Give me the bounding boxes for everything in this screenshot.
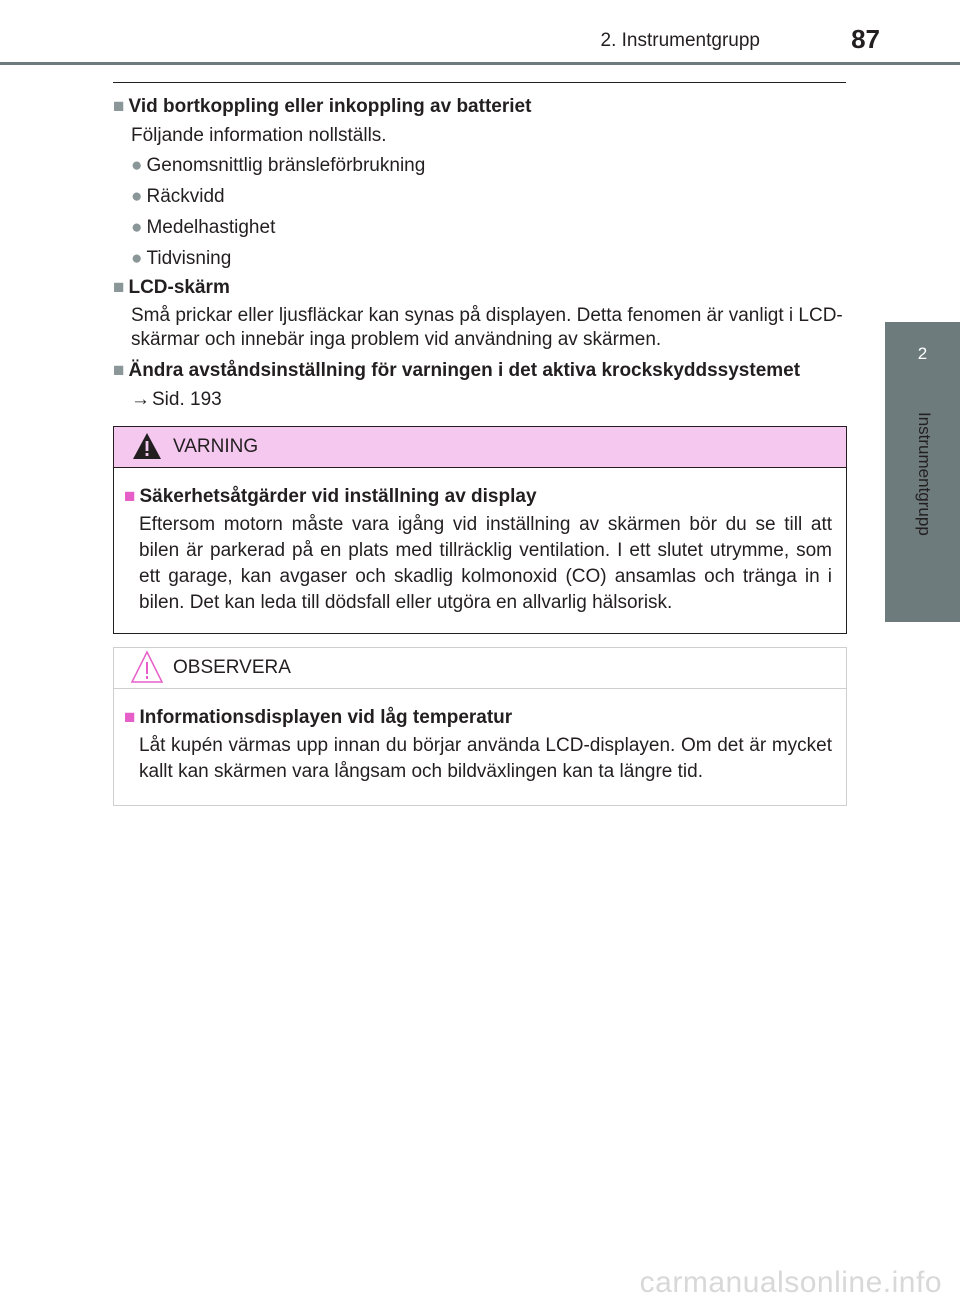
square-bullet-icon: ■ — [113, 277, 125, 298]
lcd-section — [113, 275, 846, 352]
note-box-heading — [124, 705, 832, 731]
list-item: ● Räckvidd — [131, 186, 225, 207]
warning-box-body — [114, 468, 846, 636]
warning-box — [113, 426, 847, 634]
distance-section — [113, 358, 846, 412]
warning-box-title: Säkerhetsåtgärder vid inställning av display — [139, 486, 537, 507]
note-box-header — [114, 648, 846, 689]
caution-triangle-icon — [130, 650, 164, 684]
battery-section-heading — [113, 94, 846, 120]
distance-section-title: Ändra avståndsinställning för varningen i det aktiva krockskyddssystemet — [128, 360, 801, 381]
warning-box-label: VARNING — [173, 436, 259, 457]
page-reference[interactable]: → Sid. 193 — [131, 389, 222, 410]
circle-bullet-icon: ● — [131, 248, 143, 269]
circle-bullet-icon: ● — [131, 217, 143, 238]
square-bullet-icon: ■ — [113, 96, 125, 117]
distance-section-heading — [113, 358, 846, 384]
warning-box-heading — [124, 484, 832, 510]
battery-section-intro: Följande information nollställs. — [131, 125, 387, 146]
circle-bullet-icon: ● — [131, 186, 143, 207]
battery-section-title: Vid bortkoppling eller inkoppling av batteriet — [128, 96, 532, 117]
note-box — [113, 647, 847, 806]
note-box-body — [114, 689, 846, 805]
warning-triangle-icon — [132, 431, 162, 461]
battery-section — [113, 94, 846, 272]
header-rule — [0, 62, 960, 65]
lcd-section-title: LCD-skärm — [128, 277, 230, 298]
note-box-label: OBSERVERA — [173, 657, 291, 678]
list-item: ● Tidvisning — [131, 248, 232, 269]
square-bullet-icon: ■ — [124, 707, 136, 728]
lcd-section-text: Små prickar eller ljusfläckar kan synas på displayen. Detta fenomen är vanligt i LCD-skärmar och innebär inga problem vid användning av skärmen. — [131, 305, 843, 350]
note-box-title: Informationsdisplayen vid låg temperatur — [139, 707, 513, 728]
arrow-right-icon: → — [131, 389, 150, 410]
warning-box-header — [114, 427, 846, 468]
square-bullet-icon: ■ — [113, 360, 125, 381]
chapter-title: 2. Instrumentgrupp — [600, 30, 760, 51]
list-item: ● Medelhastighet — [131, 217, 276, 238]
chapter-tab-label: Instrumentgrupp — [915, 412, 934, 536]
watermark: carmanualsonline.info — [639, 1266, 942, 1299]
content-top-rule — [113, 82, 846, 83]
circle-bullet-icon: ● — [131, 155, 143, 176]
chapter-tab-number: 2 — [917, 344, 928, 363]
warning-box-text: Eftersom motorn måste vara igång vid inställning av skärmen bör du se till att bilen är parkerad på en plats med tillräcklig ventilation. I ett slutet utrymme, som ett garage, kan avgaser och skadlig kolmonoxid (CO) ansamlas och tränga in i bilen. Det kan leda till dödsfall eller utgöra en allvarlig hälsorisk. — [139, 514, 832, 613]
square-bullet-icon: ■ — [124, 486, 136, 507]
page-number: 87 — [851, 24, 880, 54]
list-item: ● Genomsnittlig bränsleförbrukning — [131, 155, 426, 176]
note-box-text: Låt kupén värmas upp innan du börjar använda LCD-displayen. Om det är mycket kallt kan skärmen vara långsam och bildväxlingen kan ta längre tid. — [139, 735, 832, 782]
lcd-section-heading — [113, 275, 846, 301]
